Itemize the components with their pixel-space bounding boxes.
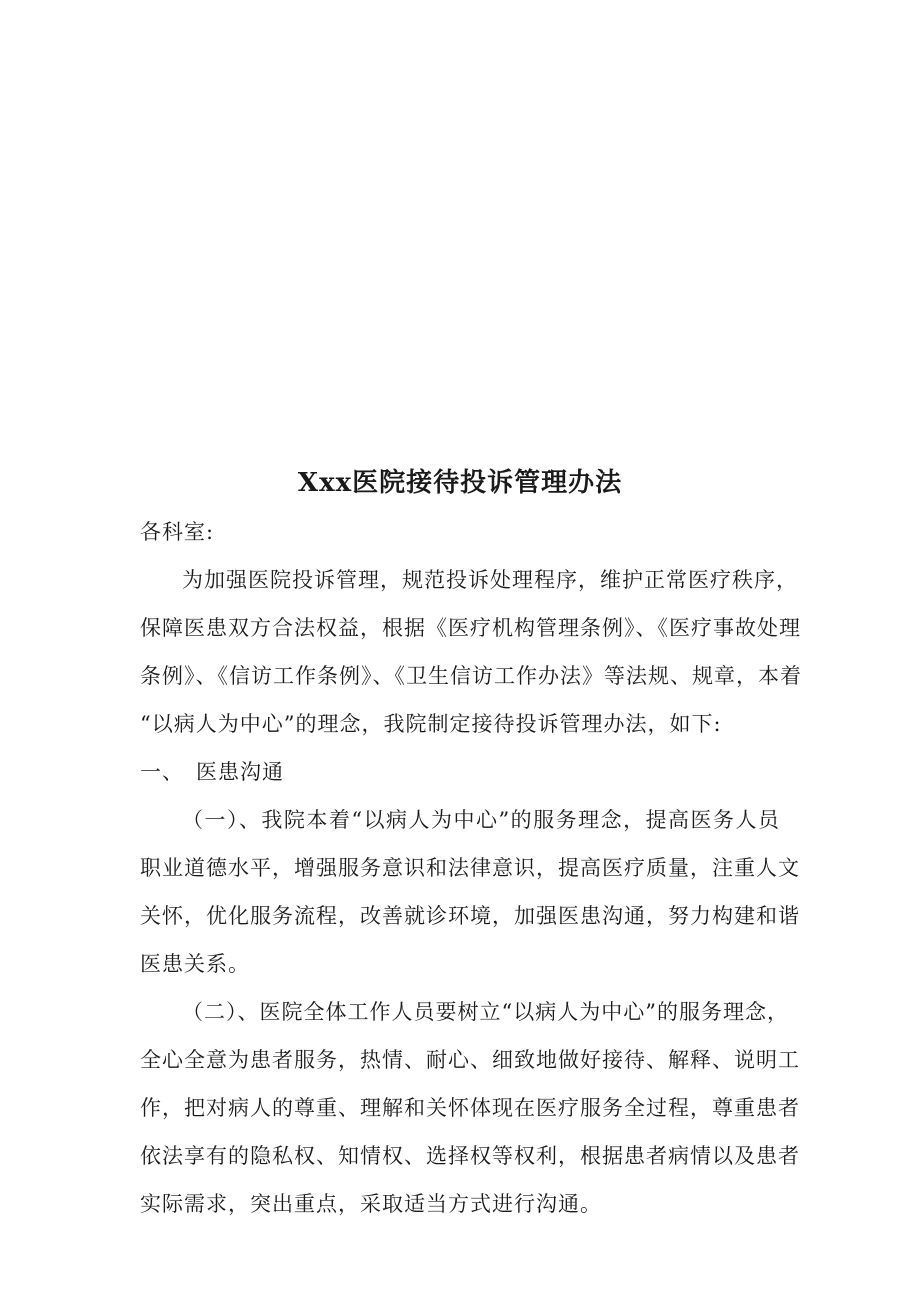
item-1-line: 关怀，优化服务流程，改善就诊环境，加强医患沟通，努力构建和谐 [140, 904, 800, 928]
document-title: Xxx医院接待投诉管理办法 [297, 468, 623, 498]
item-2-line: （二）、医院全体工作人员要树立“以病人为中心”的服务理念， [182, 1000, 789, 1024]
item-1-line: （一）、我院本着“以病人为中心”的服务理念，提高医务人员 [182, 808, 780, 832]
intro-line: 条例》、《信访工作条例》、《卫生信访工作办法》等法规、规章，本着 [140, 664, 802, 688]
section-title: 医患沟通 [196, 760, 284, 784]
item-2-line: 全心全意为患者服务，热情、耐心、细致地做好接待、解释、说明工 [140, 1048, 800, 1072]
item-2-line: 作，把对病人的尊重、理解和关怀体现在医疗服务全过程，尊重患者 [140, 1096, 800, 1120]
item-1-line: 医患关系。 [140, 952, 250, 976]
item-2-line: 实际需求，突出重点，采取适当方式进行沟通。 [140, 1192, 602, 1216]
item-2-line: 依法享有的隐私权、知情权、选择权等权利，根据患者病情以及患者 [140, 1144, 800, 1168]
intro-line: “以病人为中心”的理念，我院制定接待投诉管理办法，如下: [140, 712, 722, 736]
intro-line: 保障医患双方合法权益，根据《医疗机构管理条例》、《医疗事故处理 [140, 616, 801, 640]
section-heading [140, 757, 284, 787]
item-1-line: 职业道德水平，增强服务意识和法律意识，提高医疗质量，注重人文 [140, 856, 800, 880]
intro-line: 为加强医院投诉管理，规范投诉处理程序，维护正常医疗秩序， [182, 568, 798, 592]
section-number: 一、 [140, 760, 184, 784]
salutation: 各科室: [140, 520, 215, 544]
